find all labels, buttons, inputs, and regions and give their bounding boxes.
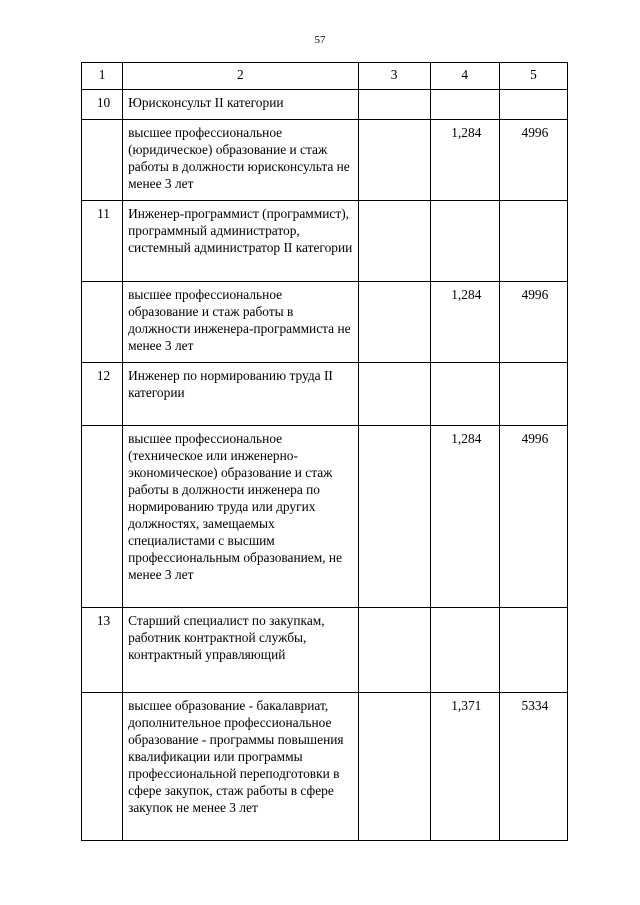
coefficient-cell	[430, 90, 499, 120]
page-number: 57	[314, 34, 326, 46]
requirement-cell: высшее профессиональное образование и стаж работы в должности инженера-программиста не менее 3 лет	[123, 282, 358, 363]
requirement-cell: высшее образование - бакалавриат, дополнительное профессиональное образование - программы повышения квалификации или программы профессиональной переподготовки в сфере закупок, стаж работы в сфере закупок не менее 3 лет	[123, 693, 358, 841]
salary-cell	[499, 90, 567, 120]
qualification-table	[81, 62, 568, 841]
row-number-cell: 13	[82, 608, 123, 693]
position-cell: Инженер по нормированию труда II категории	[123, 363, 358, 426]
column-3-cell	[358, 363, 430, 426]
table-row	[82, 363, 568, 426]
table-row	[82, 693, 568, 841]
salary-cell: 4996	[499, 282, 567, 363]
coefficient-cell: 1,284	[430, 282, 499, 363]
salary-cell	[499, 363, 567, 426]
header-cell-5: 5	[499, 63, 567, 90]
row-number-cell: 10	[82, 90, 123, 120]
table-row	[82, 120, 568, 201]
coefficient-cell: 1,371	[430, 693, 499, 841]
position-cell: Инженер-программист (программист), программный администратор, системный администратор II категории	[123, 201, 358, 282]
table-header-row	[82, 63, 568, 90]
coefficient-cell	[430, 363, 499, 426]
requirement-cell: высшее профессиональное (юридическое) образование и стаж работы в должности юрисконсульта не менее 3 лет	[123, 120, 358, 201]
column-3-cell	[358, 693, 430, 841]
salary-cell	[499, 608, 567, 693]
position-cell: Старший специалист по закупкам, работник контрактной службы, контрактный управляющий	[123, 608, 358, 693]
salary-cell: 4996	[499, 426, 567, 608]
coefficient-cell	[430, 201, 499, 282]
coefficient-cell: 1,284	[430, 426, 499, 608]
row-number-cell	[82, 282, 123, 363]
header-cell-1: 1	[82, 63, 123, 90]
table-row	[82, 426, 568, 608]
table-row	[82, 90, 568, 120]
table-row	[82, 282, 568, 363]
column-3-cell	[358, 282, 430, 363]
salary-cell	[499, 201, 567, 282]
table-row	[82, 608, 568, 693]
row-number-cell	[82, 426, 123, 608]
salary-cell: 4996	[499, 120, 567, 201]
header-cell-2: 2	[123, 63, 358, 90]
row-number-cell: 12	[82, 363, 123, 426]
salary-cell: 5334	[499, 693, 567, 841]
column-3-cell	[358, 608, 430, 693]
column-3-cell	[358, 426, 430, 608]
position-cell: Юрисконсульт II категории	[123, 90, 358, 120]
coefficient-cell: 1,284	[430, 120, 499, 201]
header-cell-4: 4	[430, 63, 499, 90]
table-row	[82, 201, 568, 282]
column-3-cell	[358, 120, 430, 201]
row-number-cell	[82, 120, 123, 201]
column-3-cell	[358, 90, 430, 120]
header-cell-3: 3	[358, 63, 430, 90]
coefficient-cell	[430, 608, 499, 693]
column-3-cell	[358, 201, 430, 282]
requirement-cell: высшее профессиональное (техническое или инженерно-экономическое) образование и стаж работы в должности инженера по нормированию труда или других должностях, замещаемых специалистами с высшим профессиональным образованием, не менее 3 лет	[123, 426, 358, 608]
row-number-cell: 11	[82, 201, 123, 282]
row-number-cell	[82, 693, 123, 841]
